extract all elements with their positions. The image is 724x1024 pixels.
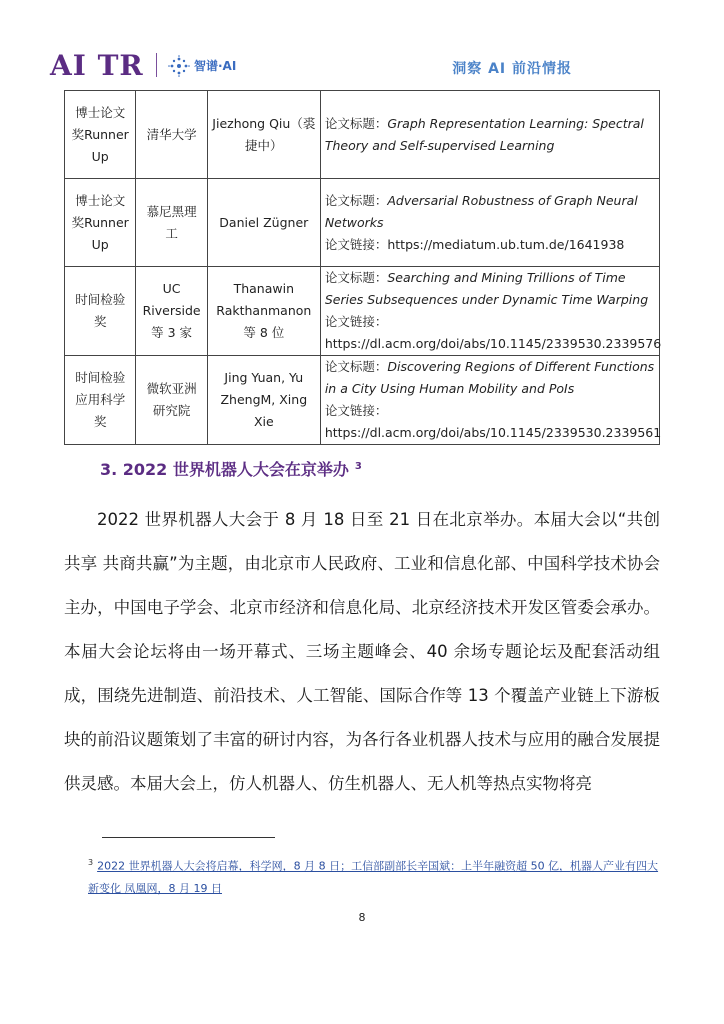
paper-title: Graph Representation Learning: Spectral Theory and Self-supervised Learning [324,115,644,153]
institution-cell: 微软亚洲研究院 [136,356,207,445]
page-number: 8 [358,911,366,924]
award-cell: 时间检验应用科学奖 [65,356,136,445]
paper-link[interactable]: https://dl.acm.org/doi/abs/10.1145/2339530.2339576 [324,336,662,351]
paper-cell [320,91,659,179]
award-cell: 时间检验奖 [65,267,136,356]
paper-title-label: 论文标题： [324,359,388,374]
footnote-number: 3 [88,858,94,867]
author-cell: Jing Yuan, Yu ZhengM, Xing Xie [207,356,320,445]
table-row [65,91,660,179]
paper-cell [320,179,659,267]
section-heading [100,457,362,480]
header-tagline: 洞察 AI 前沿情报 [452,61,572,77]
paper-title-label: 论文标题： [324,115,388,131]
footnote-link[interactable]: 2022 世界机器人大会将启幕，科学网，8 月 8 日；工信部副部长辛国斌：上半年融资超 50 亿，机器人产业有四大新变化 凤凰网，8 月 19 日 [88,859,659,895]
institution-cell: 慕尼黑理工 [136,179,207,267]
paper-link-label: 论文链接： [324,403,388,418]
paper-title: Discovering Regions of Different Functions in a City Using Human Mobility and PoIs [324,359,655,396]
section-heading-text: 3. 2022 世界机器人大会在京举办 [100,460,349,479]
author-cell: Thanawin Rakthanmanon 等 8 位 [207,267,320,356]
paper-cell [320,267,662,356]
award-cell: 博士论文奖Runner Up [65,91,136,179]
paper-link[interactable]: https://dl.acm.org/doi/abs/10.1145/2339530.2339561 [324,425,662,440]
paper-title: Searching and Mining Trillions of Time Series Subsequences under Dynamic Time Warping [324,270,649,307]
aitr-logo: AI TR [50,49,144,82]
author-cell: Daniel Zügner [207,179,320,267]
footnote [88,852,660,900]
paper-cell [320,356,662,445]
author-cell: Jiezhong Qiu（裘捷中） [207,91,320,179]
institution-cell: 清华大学 [136,91,207,179]
awards-table [64,90,660,445]
institution-cell: UC Riverside 等 3 家 [136,267,207,356]
page-header [0,0,724,90]
footnote-divider [102,837,275,838]
paper-title-label: 论文标题： [324,192,388,208]
body-paragraph: 2022 世界机器人大会于 8 月 18 日至 21 日在北京举办。本届大会以“共创共享 共商共赢”为主题，由北京市人民政府、工业和信息化部、中国科学技术协会主办，中国电子学会、北京市经济和信息化局、北京经济技术开发区管委会承办。本届大会论坛将由一场开幕式、三场主题峰会、40 余场专题论坛及配套活动组成，围绕先进制造、前沿技术、人工智能、国际合作等 13 个覆盖产业链上下游板块的前沿议题策划了丰富的研讨内容，为各行各业机器人技术与应用的融合发展提供灵感。本届大会上，仿人机器人、仿生机器人、无人机等热点实物将亮 [64,510,660,793]
zhipu-logo-icon [168,55,190,77]
table-row [65,179,660,267]
paper-link[interactable]: https://mediatum.ub.tum.de/1641938 [387,236,625,252]
paper-title-label: 论文标题： [324,270,388,285]
paper-title: Adversarial Robustness of Graph Neural Networks [324,192,638,230]
footnote-reference[interactable]: 3 [354,460,362,472]
paper-link-label: 论文链接： [324,314,388,329]
logo-divider [156,53,157,77]
partner-logo-text: 智谱·AI [194,59,237,73]
table-row [65,356,660,445]
paper-link-label: 论文链接： [324,236,388,252]
award-cell: 博士论文奖Runner Up [65,179,136,267]
table-row [65,267,660,356]
